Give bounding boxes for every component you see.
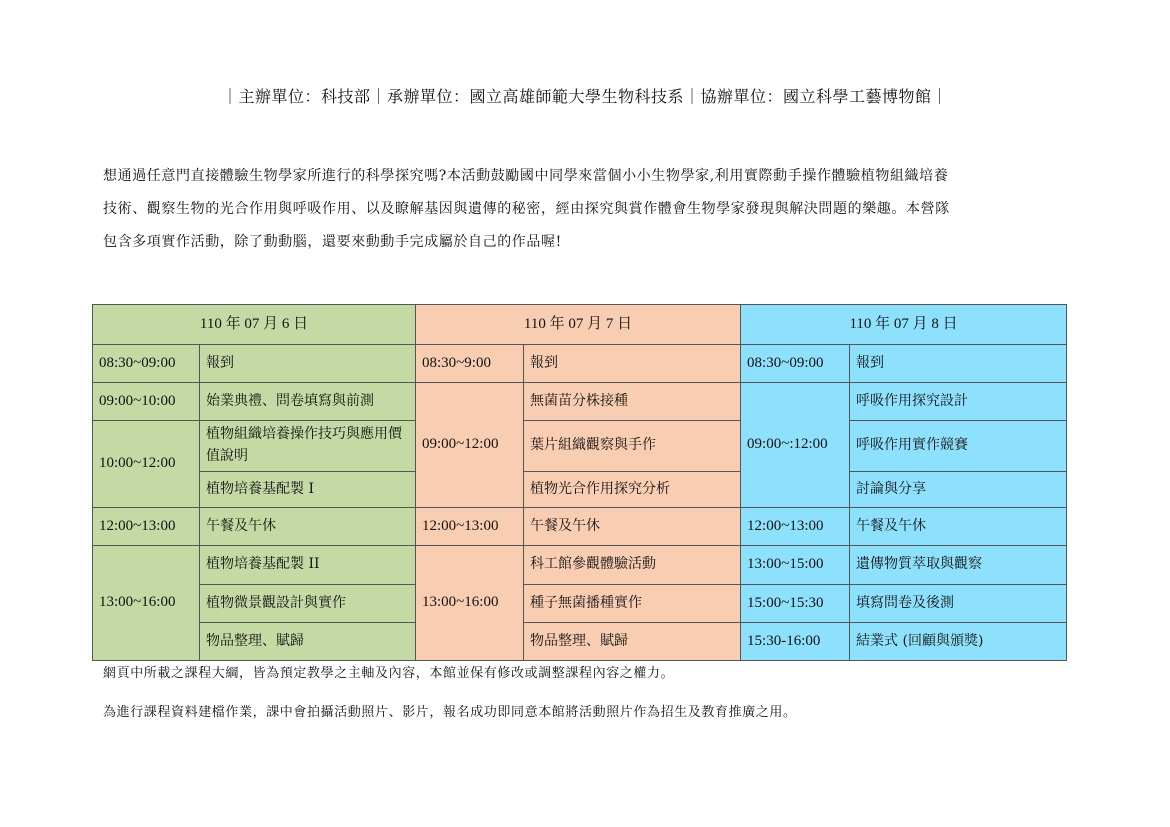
day3-activity: 午餐及午休 bbox=[850, 508, 1067, 546]
day3-date-header: 110 年 07 月 8 日 bbox=[741, 305, 1067, 345]
day3-time-slot: 12:00~13:00 bbox=[741, 508, 850, 546]
intro-line: 技術、觀察生物的光合作用與呼吸作用、以及瞭解基因與遺傳的秘密，經由探究與賞作體會生物學家發現與解決問題的樂趣。本營隊 bbox=[103, 201, 950, 217]
schedule-table bbox=[92, 304, 1067, 661]
footnote: 為進行課程資料建檔作業，課中會拍攝活動照片、影片，報名成功即同意本館將活動照片作為招生及教育推廣之用。 bbox=[103, 705, 797, 720]
day2-time-slot: 09:00~12:00 bbox=[416, 383, 524, 508]
day1-time-slot: 10:00~12:00 bbox=[93, 421, 200, 508]
footnotes bbox=[103, 664, 797, 723]
day2-time-slot: 13:00~16:00 bbox=[416, 546, 524, 661]
day2-activity: 報到 bbox=[524, 345, 741, 383]
day1-activity: 植物培養基配製 II bbox=[200, 546, 416, 585]
day1-activity: 午餐及午休 bbox=[200, 508, 416, 546]
day2-activity: 種子無菌播種實作 bbox=[524, 585, 741, 623]
intro-line: 包含多項實作活動，除了動動腦，還要來動動手完成屬於自己的作品喔! bbox=[103, 234, 562, 250]
intro-paragraph bbox=[103, 160, 1083, 259]
day1-time-slot: 09:00~10:00 bbox=[93, 383, 200, 421]
day1-time-slot: 13:00~16:00 bbox=[93, 546, 200, 661]
day1-date-header: 110 年 07 月 6 日 bbox=[93, 305, 416, 345]
day3-activity: 填寫問卷及後測 bbox=[850, 585, 1067, 623]
day1-activity: 報到 bbox=[200, 345, 416, 383]
day2-activity: 無菌苗分株接種 bbox=[524, 383, 741, 421]
day2-activity: 葉片組織觀察與手作 bbox=[524, 421, 741, 472]
organizer-line: ｜主辦單位：科技部｜承辦單位：國立高雄師範大學生物科技系｜協辦單位：國立科學工藝博物館｜ bbox=[221, 87, 948, 106]
day3-time-slot: 09:00~:12:00 bbox=[741, 383, 850, 508]
day2-activity: 植物光合作用探究分析 bbox=[524, 472, 741, 508]
day2-time-slot: 08:30~9:00 bbox=[416, 345, 524, 383]
day3-activity: 呼吸作用探究設計 bbox=[850, 383, 1067, 421]
day3-activity: 結業式 (回顧與頒獎) bbox=[850, 623, 1067, 661]
day3-time-slot: 08:30~09:00 bbox=[741, 345, 850, 383]
day2-date-header: 110 年 07 月 7 日 bbox=[416, 305, 741, 345]
day2-activity: 科工館參觀體驗活動 bbox=[524, 546, 741, 585]
day3-activity: 討論與分享 bbox=[850, 472, 1067, 508]
day3-time-slot: 15:30-16:00 bbox=[741, 623, 850, 661]
day1-activity: 始業典禮、問卷填寫與前測 bbox=[200, 383, 416, 421]
day2-time-slot: 12:00~13:00 bbox=[416, 508, 524, 546]
day1-activity: 植物組織培養操作技巧與應用價值說明 bbox=[200, 421, 416, 472]
footnote: 網頁中所載之課程大綱，皆為預定教學之主軸及內容，本館並保有修改或調整課程內容之權力。 bbox=[103, 666, 675, 681]
day3-activity: 遺傳物質萃取與觀察 bbox=[850, 546, 1067, 585]
day3-activity: 報到 bbox=[850, 345, 1067, 383]
day2-activity: 物品整理、賦歸 bbox=[524, 623, 741, 661]
day2-activity: 午餐及午休 bbox=[524, 508, 741, 546]
day1-activity: 物品整理、賦歸 bbox=[200, 623, 416, 661]
intro-line: 想通過任意門直接體驗生物學家所進行的科學探究嗎?本活動鼓勵國中同學來當個小小生物學家,利用實際動手操作體驗植物組織培養 bbox=[103, 168, 949, 184]
day1-time-slot: 12:00~13:00 bbox=[93, 508, 200, 546]
day3-time-slot: 13:00~15:00 bbox=[741, 546, 850, 585]
day1-activity: 植物微景觀設計與實作 bbox=[200, 585, 416, 623]
day1-time-slot: 08:30~09:00 bbox=[93, 345, 200, 383]
day3-activity: 呼吸作用實作競賽 bbox=[850, 421, 1067, 472]
day1-activity: 植物培養基配製 I bbox=[200, 472, 416, 508]
day3-time-slot: 15:00~15:30 bbox=[741, 585, 850, 623]
